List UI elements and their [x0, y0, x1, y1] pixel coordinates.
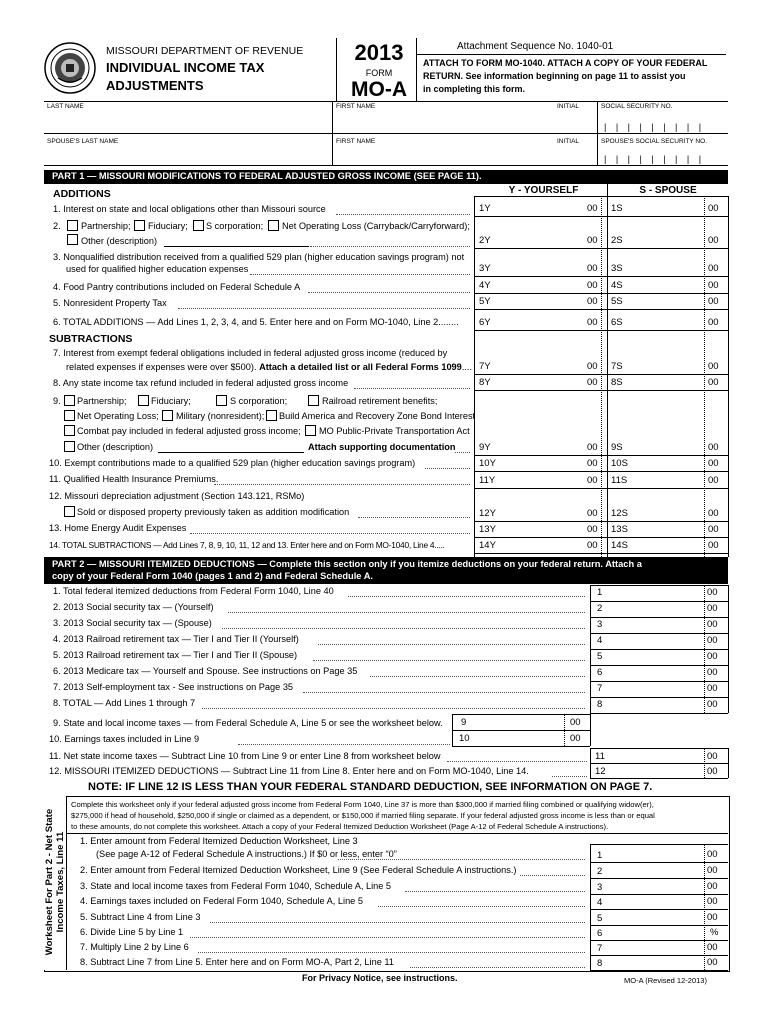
- line9-fiduciary-label: Fiduciary;: [151, 396, 191, 406]
- p2-line-num: 6: [597, 667, 603, 678]
- p1-yourself-cents: 00: [587, 508, 598, 519]
- p1-spouse-linenum: 14S: [611, 540, 628, 551]
- p1-yourself-linenum: 2Y: [479, 235, 491, 246]
- ws-line-amount[interactable]: [612, 896, 702, 908]
- p1-line2-num: 2.: [53, 221, 61, 231]
- p1-yourself-linenum: 10Y: [479, 458, 496, 469]
- p1-yourself-linenum: 3Y: [479, 263, 491, 274]
- line9-rr-label: Railroad retirement benefits;: [322, 396, 438, 406]
- p2-line-num: 5: [597, 651, 603, 662]
- p1-spouse-linenum: 3S: [611, 263, 623, 274]
- ws-line-num: 4: [597, 897, 603, 908]
- p2-line-text: 6. 2013 Medicare tax — Yourself and Spouse. See instructions on Page 35: [53, 666, 358, 676]
- ws-line-num: 5: [597, 913, 603, 924]
- spouse-ssn-label: SPOUSE'S SOCIAL SECURITY NO.: [601, 138, 707, 145]
- p1-spouse-amount[interactable]: [630, 539, 702, 552]
- p1-line9-num: 9.: [53, 396, 61, 406]
- p2-line10-amount[interactable]: [476, 731, 562, 745]
- line2-partnership-checkbox[interactable]: [67, 220, 78, 231]
- line2-other-label: Other (description): [81, 236, 158, 246]
- p1-spouse-amount[interactable]: [630, 279, 702, 292]
- line2-partnership-label: Partnership;: [81, 221, 131, 231]
- p2-line-text: 4. 2013 Railroad retirement tax — Tier I and Tier II (Yourself): [53, 634, 299, 644]
- p1-spouse-cents: 00: [708, 458, 719, 469]
- p1-yourself-amount[interactable]: [497, 539, 599, 552]
- privacy-notice: For Privacy Notice, see instructions.: [302, 973, 458, 983]
- p2-line-amount[interactable]: [612, 682, 702, 696]
- ws-line-text: 5. Subtract Line 4 from Line 3: [80, 912, 201, 922]
- p1-spouse-amount[interactable]: [630, 376, 702, 389]
- part2-header-line2: copy of your Federal Form 1040 (pages 1 and 2) and Federal Schedule A.: [52, 571, 374, 581]
- p1-spouse-linenum: 1S: [611, 203, 623, 214]
- p1-yourself-linenum: 12Y: [479, 508, 496, 519]
- p2-line-cents: 00: [707, 635, 718, 646]
- ws-line-suffix: 00: [707, 942, 718, 953]
- p1-yourself-linenum: 1Y: [479, 203, 491, 214]
- p1-yourself-amount[interactable]: [497, 360, 599, 373]
- form-label: FORM: [365, 68, 393, 78]
- ws-line-num: 3: [597, 882, 603, 893]
- ws-line-text: 3. State and local income taxes from Federal Form 1040, Schedule A, Line 5: [80, 881, 392, 891]
- line9-military-checkbox[interactable]: [162, 410, 173, 421]
- ws-line-suffix: 00: [707, 865, 718, 876]
- line2-scorp-label: S corporation;: [206, 221, 264, 231]
- p1-spouse-amount[interactable]: [630, 202, 702, 215]
- p2-line-num: 2: [597, 603, 603, 614]
- p1-line14-text: 14. TOTAL SUBTRACTIONS — Add Lines 7, 8, 9, 10, 11, 12 and 13. Enter here and on Form MO-1040, Line 4.....: [49, 540, 445, 550]
- p1-line13-text: 13. Home Energy Audit Expenses: [49, 523, 187, 533]
- ws-line-text: 2. Enter amount from Federal Itemized Deduction Worksheet, Line 9 (See Federal Schedule A instructions.): [80, 865, 517, 875]
- ws-line-suffix: %: [710, 927, 719, 938]
- ws-line-suffix: 00: [707, 957, 718, 968]
- spouse-last-name-field[interactable]: [44, 146, 330, 164]
- p1-yourself-cents: 00: [587, 235, 598, 246]
- p2-line-amount[interactable]: [612, 602, 702, 616]
- p2-line12-text: 12. MISSOURI ITEMIZED DEDUCTIONS — Subtract Line 11 from Line 8. Enter here and on Form MO-1040, Line 14.: [49, 766, 529, 776]
- line9-combat-checkbox[interactable]: [64, 425, 75, 436]
- p1-yourself-amount[interactable]: [497, 316, 599, 329]
- p2-line-amount[interactable]: [612, 618, 702, 632]
- p1-line4-text: 4. Food Pantry contributions included on Federal Schedule A: [53, 282, 301, 292]
- p1-yourself-amount[interactable]: [497, 474, 599, 487]
- p1-spouse-amount[interactable]: [630, 234, 702, 247]
- p2-line-text: 8. TOTAL — Add Lines 1 through 7: [53, 698, 196, 708]
- line9-nol-label: Net Operating Loss;: [77, 411, 159, 421]
- spouse-last-name-label: SPOUSE'S LAST NAME: [47, 138, 119, 145]
- p1-yourself-linenum: 7Y: [479, 361, 491, 372]
- p2-line12-num: 12: [595, 766, 606, 777]
- p1-yourself-amount[interactable]: [497, 441, 599, 454]
- p2-line-text: 1. Total federal itemized deductions from Federal Form 1040, Line 40: [53, 586, 334, 596]
- ws-line-text: (See page A-12 of Federal Schedule A instructions.) If $0 or less, enter “0”: [96, 849, 397, 859]
- p1-spouse-amount[interactable]: [630, 474, 702, 487]
- p1-spouse-cents: 00: [708, 263, 719, 274]
- p1-yourself-cents: 00: [587, 540, 598, 551]
- ws-line-amount[interactable]: [612, 957, 702, 969]
- p1-yourself-linenum: 11Y: [479, 475, 496, 486]
- line9-nol-checkbox[interactable]: [64, 410, 75, 421]
- p1-spouse-amount[interactable]: [630, 507, 702, 520]
- ws-line-amount[interactable]: [612, 881, 702, 893]
- p2-line-amount[interactable]: [612, 634, 702, 648]
- p1-spouse-amount[interactable]: [630, 316, 702, 329]
- p1-line11-text: 11. Qualified Health Insurance Premiums.: [49, 474, 219, 484]
- attachment-sequence: Attachment Sequence No. 1040-01: [457, 41, 614, 52]
- line9-military-label: Military (nonresident);: [176, 411, 265, 421]
- p1-spouse-linenum: 8S: [611, 377, 623, 388]
- last-name-field[interactable]: [44, 112, 330, 132]
- worksheet-intro: [71, 799, 655, 832]
- line9-barz-checkbox[interactable]: [266, 410, 277, 421]
- line9-barz-label: Build America and Recovery Zone Bond Interest: [279, 411, 476, 421]
- part2-header: [44, 557, 728, 584]
- p1-spouse-cents: 00: [708, 442, 719, 453]
- p1-spouse-amount[interactable]: [630, 360, 702, 373]
- p2-line-cents: 00: [707, 651, 718, 662]
- worksheet-side-line2: Income Taxes, Line 11: [55, 831, 66, 933]
- revision-label: MO-A (Revised 12-2013): [624, 976, 707, 985]
- p1-line7-text-2: related expenses if expenses were over $500). Attach a detailed list or all Federal Forms 1099....: [66, 362, 472, 372]
- ws-line-amount[interactable]: [612, 912, 702, 924]
- p1-line12-text: 12. Missouri depreciation adjustment (Section 143.121, RSMo): [49, 491, 305, 501]
- p1-spouse-linenum: 9S: [611, 442, 623, 453]
- ssn-label: SOCIAL SECURITY NO.: [601, 103, 673, 110]
- line9-combat-label: Combat pay included in federal adjusted gross income;: [77, 426, 301, 436]
- line2-fiduciary-checkbox[interactable]: [134, 220, 145, 231]
- p1-spouse-amount[interactable]: [630, 523, 702, 536]
- p1-spouse-amount[interactable]: [630, 441, 702, 454]
- ws-line-amount[interactable]: [612, 865, 702, 877]
- p1-line8-text: 8. Any state income tax refund included in federal adjusted gross income: [53, 378, 349, 388]
- p1-line3-text-2: used for qualified higher education expenses: [66, 264, 249, 274]
- p1-line7-text: 7. Interest from exempt federal obligations included in federal adjusted gross income (reduced by: [53, 348, 448, 358]
- p1-spouse-linenum: 11S: [611, 475, 628, 486]
- ws-line-text: 4. Earnings taxes included on Federal Form 1040, Schedule A, Line 5: [80, 896, 363, 906]
- line9-other-label: Other (description): [77, 442, 154, 452]
- p1-yourself-linenum: 8Y: [479, 377, 491, 388]
- line2-other-checkbox[interactable]: [67, 234, 78, 245]
- p1-yourself-cents: 00: [587, 361, 598, 372]
- p1-yourself-cents: 00: [587, 263, 598, 274]
- p2-line-text: 2. 2013 Social security tax — (Yourself): [53, 602, 214, 612]
- ws-line-num: 2: [597, 866, 603, 877]
- p2-line-amount[interactable]: [612, 666, 702, 680]
- p2-line-amount[interactable]: [612, 586, 702, 600]
- attach-line-3: in completing this form.: [423, 84, 526, 94]
- line9-fiduciary-checkbox[interactable]: [138, 395, 149, 406]
- p2-line11-num: 11: [595, 751, 605, 762]
- p1-yourself-amount[interactable]: [497, 376, 599, 389]
- part1-header: PART 1 — MISSOURI MODIFICATIONS TO FEDERAL ADJUSTED GROSS INCOME (SEE PAGE 11).: [44, 170, 728, 184]
- ws-line-suffix: 00: [707, 881, 718, 892]
- ws-line-suffix: 00: [707, 849, 718, 860]
- p1-yourself-amount[interactable]: [497, 523, 599, 536]
- p1-spouse-amount[interactable]: [630, 295, 702, 308]
- p1-spouse-cents: 00: [708, 524, 719, 535]
- p1-line5-text: 5. Nonresident Property Tax: [53, 298, 167, 308]
- p2-line-text: 5. 2013 Railroad retirement tax — Tier I and Tier II (Spouse): [53, 650, 298, 660]
- ws-line-amount[interactable]: [612, 942, 702, 954]
- p1-spouse-cents: 00: [708, 377, 719, 388]
- p1-spouse-cents: 00: [708, 361, 719, 372]
- attach-line-2: RETURN. See information beginning on page 11 to assist you: [423, 71, 686, 81]
- p1-spouse-cents: 00: [708, 296, 719, 307]
- line9-scorp-checkbox[interactable]: [216, 395, 227, 406]
- p1-spouse-cents: 00: [708, 280, 719, 291]
- ws-line-amount[interactable]: [612, 849, 702, 861]
- attach-line-1: ATTACH TO FORM MO-1040. ATTACH A COPY OF YOUR FEDERAL: [423, 58, 708, 68]
- line2-scorp-checkbox[interactable]: [193, 220, 204, 231]
- p1-spouse-cents: 00: [708, 475, 719, 486]
- p1-spouse-cents: 00: [708, 317, 719, 328]
- ws-line-num: 7: [597, 943, 603, 954]
- p1-spouse-linenum: 4S: [611, 280, 623, 291]
- initial-label: INITIAL: [557, 103, 580, 110]
- p1-yourself-cents: 00: [587, 442, 598, 453]
- p1-yourself-amount[interactable]: [497, 295, 599, 308]
- p2-line12-cents: 00: [707, 766, 718, 777]
- p2-line11-text: 11. Net state income taxes — Subtract Line 10 from Line 9 or enter Line 8 from worksheet below: [49, 751, 441, 761]
- p2-line-cents: 00: [707, 587, 718, 598]
- p1-line1-text: 1. Interest on state and local obligations other than Missouri source: [53, 204, 326, 214]
- p2-line9-num: 9: [461, 717, 467, 728]
- p1-yourself-amount[interactable]: [497, 262, 599, 275]
- p2-line-num: 7: [597, 683, 603, 694]
- p2-line9-amount[interactable]: [476, 715, 562, 729]
- p1-spouse-amount[interactable]: [630, 457, 702, 470]
- p2-line-amount[interactable]: [612, 698, 702, 712]
- p2-line9-text: 9. State and local income taxes — from Federal Schedule A, Line 5 or see the worksheet below.: [53, 718, 443, 728]
- p2-line11-cents: 00: [707, 751, 718, 762]
- p1-spouse-linenum: 13S: [611, 524, 628, 535]
- p1-yourself-cents: 00: [587, 475, 598, 486]
- p1-spouse-cents: 00: [708, 540, 719, 551]
- p1-yourself-linenum: 6Y: [479, 317, 491, 328]
- line9-attach-note: Attach supporting documentation: [308, 442, 456, 452]
- line9-other-description[interactable]: [158, 452, 304, 453]
- p1-yourself-linenum: 4Y: [479, 280, 491, 291]
- p2-line-cents: 00: [707, 603, 718, 614]
- spouse-initial-label: INITIAL: [557, 138, 580, 145]
- p2-line10-cents: 00: [570, 733, 581, 744]
- p1-yourself-linenum: 13Y: [479, 524, 496, 535]
- form-title-2: ADJUSTMENTS: [106, 78, 204, 93]
- worksheet-side-line1: Worksheet For Part 2 - Net State: [44, 808, 55, 956]
- last-name-label: LAST NAME: [47, 103, 84, 110]
- p1-spouse-linenum: 12S: [611, 508, 628, 519]
- col-spouse: S - SPOUSE: [639, 185, 697, 196]
- part2-header-line1: PART 2 — MISSOURI ITEMIZED DEDUCTIONS — Complete this section only if you itemize deductions on your federal return. Attach a: [52, 559, 642, 569]
- p1-yourself-cents: 00: [587, 524, 598, 535]
- p1-yourself-amount[interactable]: [497, 234, 599, 247]
- p1-yourself-cents: 00: [587, 280, 598, 291]
- p2-line10-num: 10: [459, 733, 470, 744]
- p2-line10-text: 10. Earnings taxes included in Line 9: [49, 734, 200, 744]
- p1-spouse-amount[interactable]: [630, 262, 702, 275]
- line9-partnership-checkbox[interactable]: [64, 395, 75, 406]
- spouse-ssn-field[interactable]: |||||||||: [604, 154, 711, 164]
- p1-yourself-cents: 00: [587, 377, 598, 388]
- ws-line-num: 1: [597, 850, 603, 861]
- p1-yourself-linenum: 9Y: [479, 442, 491, 453]
- additions-heading: ADDITIONS: [53, 188, 111, 200]
- p2-line-cents: 00: [707, 667, 718, 678]
- ws-line-amount[interactable]: [612, 927, 702, 939]
- line9-mopptr-checkbox[interactable]: [305, 425, 316, 436]
- p2-line-text: 3. 2013 Social security tax — (Spouse): [53, 618, 212, 628]
- p1-line3-text: 3. Nonqualified distribution received from a qualified 529 plan (higher education savings program) not: [53, 252, 465, 262]
- p2-line9-cents: 00: [570, 717, 581, 728]
- p1-yourself-linenum: 5Y: [479, 296, 491, 307]
- p2-line-cents: 00: [707, 683, 718, 694]
- p1-line12-text-2: Sold or disposed property previously taken as addition modification: [77, 507, 350, 517]
- line9-scorp-label: S corporation;: [230, 396, 288, 406]
- ws-line-text: 6. Divide Line 5 by Line 1: [80, 927, 184, 937]
- tax-year: 2013: [354, 40, 404, 65]
- ws-line1-text: 1. Enter amount from Federal Itemized Deduction Worksheet, Line 3: [80, 836, 358, 846]
- p1-spouse-cents: 00: [708, 508, 719, 519]
- p1-spouse-cents: 00: [708, 235, 719, 246]
- p2-line-num: 8: [597, 699, 603, 710]
- p1-yourself-cents: 00: [587, 203, 598, 214]
- p1-line6-text: 6. TOTAL ADDITIONS — Add Lines 1, 2, 3, 4, and 5. Enter here and on Form MO-1040, Line 2........: [53, 317, 459, 327]
- ws-line-text: 7. Multiply Line 2 by Line 6: [80, 942, 189, 952]
- worksheet-intro-2: $275,000 if head of household, $250,000 if single or claimed as a dependent, or $150,000 if married filing separate. If your federal adjusted gross income is less than or equal: [71, 811, 655, 820]
- line2-nol-label: Net Operating Loss (Carryback/Carryforward);: [282, 221, 470, 231]
- p2-line-num: 4: [597, 635, 603, 646]
- p1-spouse-linenum: 2S: [611, 235, 623, 246]
- p2-line11-amount[interactable]: [612, 749, 702, 762]
- line2-fiduciary-label: Fiduciary;: [148, 221, 188, 231]
- worksheet-intro-3: to these amounts, do not complete this worksheet. Attach a copy of your Federal Itemized Deduction Worksheet (Page A-12 of Federal Schedule A instructions).: [71, 822, 609, 831]
- p2-note: NOTE: IF LINE 12 IS LESS THAN YOUR FEDERAL STANDARD DEDUCTION, SEE INFORMATION ON PAGE 7.: [88, 781, 653, 793]
- p1-yourself-amount[interactable]: [497, 202, 599, 215]
- worksheet-intro-1: Complete this worksheet only if your federal adjusted gross income from Federal Form 1040, Line 37 is more than $300,000 if married filing combined or qualifying widow(er),: [71, 800, 654, 809]
- ws-line-suffix: 00: [707, 912, 718, 923]
- line9-rr-checkbox[interactable]: [308, 395, 319, 406]
- ws-line-num: 8: [597, 958, 603, 969]
- line2-other-description[interactable]: [164, 246, 309, 247]
- form-code: MO-A: [351, 78, 407, 101]
- dept-name: MISSOURI DEPARTMENT OF REVENUE: [106, 45, 304, 57]
- p1-yourself-linenum: 14Y: [479, 540, 496, 551]
- col-yourself: Y - YOURSELF: [508, 185, 579, 196]
- ws-line-suffix: 00: [707, 896, 718, 907]
- p1-yourself-amount[interactable]: [497, 457, 599, 470]
- worksheet-side-label: [44, 796, 66, 968]
- p1-spouse-linenum: 6S: [611, 317, 623, 328]
- p1-line10-text: 10. Exempt contributions made to a qualified 529 plan (higher education savings program): [49, 458, 416, 468]
- line2-nol-checkbox[interactable]: [268, 220, 279, 231]
- p1-yourself-amount[interactable]: [497, 507, 599, 520]
- subtractions-heading: SUBTRACTIONS: [49, 333, 133, 345]
- first-name-label: FIRST NAME: [336, 103, 376, 110]
- ssn-field[interactable]: |||||||||: [604, 122, 711, 132]
- p2-line-num: 1: [597, 587, 603, 598]
- line12-checkbox[interactable]: [64, 506, 75, 517]
- p1-yourself-cents: 00: [587, 296, 598, 307]
- line9-mopptr-label: MO Public-Private Transportation Act: [319, 426, 470, 436]
- ws-line-num: 6: [597, 928, 603, 939]
- p1-spouse-cents: 00: [708, 203, 719, 214]
- spouse-first-name-label: FIRST NAME: [336, 138, 376, 145]
- form-title: INDIVIDUAL INCOME TAX: [106, 60, 265, 75]
- p1-yourself-amount[interactable]: [497, 279, 599, 292]
- p1-spouse-linenum: 7S: [611, 361, 623, 372]
- p2-line-text: 7. 2013 Self-employment tax - See instructions on Page 35: [53, 682, 294, 692]
- p1-spouse-linenum: 5S: [611, 296, 623, 307]
- p2-line12-amount[interactable]: [612, 764, 702, 777]
- spouse-first-name-field[interactable]: [334, 146, 554, 164]
- first-name-field[interactable]: [334, 112, 554, 132]
- p2-line-num: 3: [597, 619, 603, 630]
- line9-other-checkbox[interactable]: [64, 441, 75, 452]
- p1-spouse-linenum: 10S: [611, 458, 628, 469]
- state-seal: [44, 42, 96, 94]
- p2-line-cents: 00: [707, 699, 718, 710]
- p2-line-cents: 00: [707, 619, 718, 630]
- p1-yourself-cents: 00: [587, 317, 598, 328]
- ws-line-text: 8. Subtract Line 7 from Line 5. Enter here and on Form MO-A, Part 2, Line 11: [80, 957, 394, 967]
- line9-partnership-label: Partnership;: [77, 396, 127, 406]
- p2-line-amount[interactable]: [612, 650, 702, 664]
- p1-yourself-cents: 00: [587, 458, 598, 469]
